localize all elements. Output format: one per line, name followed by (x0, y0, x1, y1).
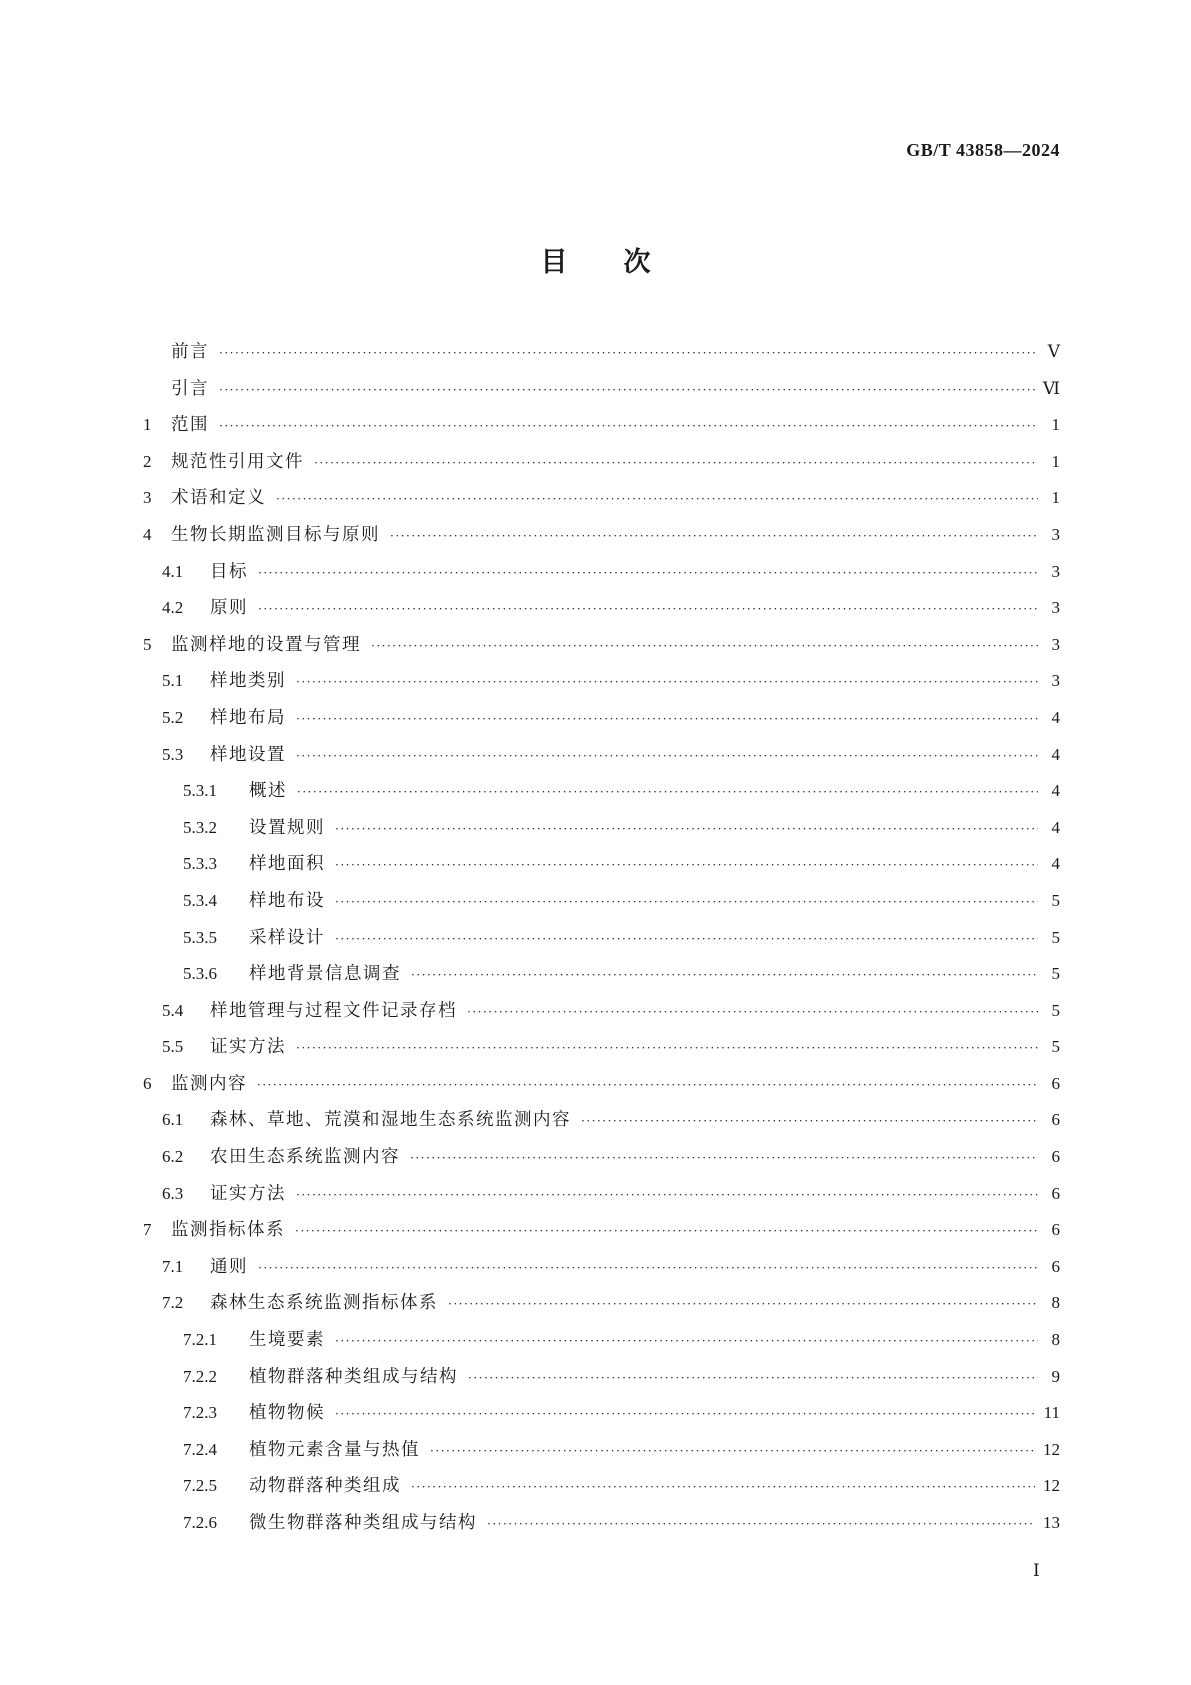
toc-entry-label: 微生物群落种类组成与结构 (249, 1513, 477, 1533)
toc-entry-label: 植物物候 (249, 1403, 325, 1424)
toc-entry-label: 生物长期监测目标与原则 (171, 524, 380, 545)
toc-entry-number: 7.2.4 (183, 1439, 217, 1459)
toc-dot-leader (411, 1480, 1035, 1494)
toc-entry-label: 监测样地的设置与管理 (171, 634, 361, 655)
toc-entry-label: 农田生态系统监测内容 (210, 1147, 400, 1168)
toc-entry-page: 4 (1051, 854, 1060, 874)
toc-entry-page: 1 (1051, 451, 1060, 471)
toc-entry-number: 6.2 (162, 1147, 184, 1167)
toc-dot-leader (581, 1114, 1038, 1128)
toc-entry[interactable] (143, 1180, 1060, 1217)
toc-dot-leader (371, 639, 1038, 653)
toc-entry[interactable] (143, 1143, 1060, 1180)
toc-entry-number: 5.3.4 (183, 890, 217, 910)
toc-entry[interactable] (143, 704, 1060, 741)
toc-entry-number: 6.1 (162, 1110, 184, 1130)
toc-entry-number: 2 (143, 451, 152, 471)
toc-entry[interactable] (143, 1399, 1060, 1436)
toc-entry-page: 4 (1051, 781, 1060, 801)
toc-entry-page: 12 (1043, 1476, 1060, 1496)
toc-entry-number: 7.2.3 (183, 1403, 217, 1423)
toc-entry-page: 4 (1051, 817, 1060, 837)
toc-entry-number: 7.2 (162, 1293, 184, 1313)
toc-entry-label: 动物群落种类组成 (249, 1476, 401, 1497)
toc-entry-page: 11 (1043, 1403, 1060, 1423)
toc-entry[interactable] (143, 1253, 1060, 1290)
toc-entry[interactable] (143, 484, 1060, 521)
toc-entry-label: 设置规则 (249, 817, 325, 838)
toc-entry-page: 6 (1051, 1220, 1060, 1240)
toc-dot-leader (430, 1444, 1035, 1458)
toc-entry-number: 7.2.1 (183, 1330, 217, 1350)
toc-entry-page: 5 (1051, 1000, 1060, 1020)
toc-dot-leader (468, 1371, 1038, 1385)
toc-dot-leader (335, 895, 1038, 909)
toc-dot-leader (258, 602, 1038, 616)
toc-entry-label: 证实方法 (210, 1037, 286, 1058)
page-title: 目次 (540, 247, 707, 278)
toc-entry-page: 12 (1043, 1439, 1060, 1459)
toc-entry-page: 6 (1051, 1110, 1060, 1130)
toc-entry-number: 5.3 (162, 744, 184, 764)
toc-entry-page: 3 (1051, 598, 1060, 618)
table-of-contents (143, 338, 1060, 1546)
toc-entry[interactable] (143, 1472, 1060, 1509)
toc-entry-page: 3 (1051, 634, 1060, 654)
toc-entry-number: 7.1 (162, 1256, 184, 1276)
toc-dot-leader (314, 456, 1038, 470)
toc-entry[interactable] (143, 594, 1060, 631)
toc-dot-leader (296, 749, 1038, 763)
toc-dot-leader (390, 529, 1038, 543)
toc-entry-page: 9 (1051, 1366, 1060, 1386)
toc-entry-number: 7.2.6 (183, 1513, 217, 1532)
toc-entry-label: 样地设置 (210, 744, 286, 765)
toc-entry[interactable] (143, 850, 1060, 887)
toc-dot-leader (297, 785, 1038, 799)
toc-entry-page: 8 (1051, 1330, 1060, 1350)
toc-entry-label: 样地布局 (210, 707, 286, 728)
toc-entry-number: 5 (143, 634, 152, 654)
toc-entry-number: 7 (143, 1220, 152, 1240)
toc-entry-page: 5 (1051, 927, 1060, 947)
toc-entry-label: 术语和定义 (171, 488, 266, 509)
toc-dot-leader (335, 932, 1038, 946)
toc-entry-label: 生境要素 (249, 1330, 325, 1351)
toc-entry-label: 通则 (210, 1256, 248, 1277)
toc-dot-leader (219, 419, 1038, 433)
toc-entry[interactable] (143, 1326, 1060, 1363)
toc-dot-leader (411, 968, 1038, 982)
toc-entry[interactable] (143, 1033, 1060, 1070)
toc-dot-leader (258, 1261, 1038, 1275)
toc-entry[interactable] (143, 1106, 1060, 1143)
toc-dot-leader (335, 1407, 1036, 1421)
toc-entry-page: 6 (1051, 1183, 1060, 1203)
toc-entry-label: 采样设计 (249, 927, 325, 948)
toc-entry[interactable] (143, 448, 1060, 485)
toc-entry-label: 原则 (210, 598, 248, 619)
toc-entry-label: 目标 (210, 561, 248, 582)
toc-entry-number: 6 (143, 1073, 152, 1093)
toc-dot-leader (487, 1517, 1035, 1531)
toc-entry[interactable] (143, 960, 1060, 997)
toc-entry-page: 3 (1051, 671, 1060, 691)
toc-entry[interactable] (143, 887, 1060, 924)
toc-entry-page: 6 (1051, 1256, 1060, 1276)
toc-entry-number: 6.3 (162, 1183, 184, 1203)
toc-entry-page: 4 (1051, 744, 1060, 764)
toc-dot-leader (296, 1041, 1038, 1055)
toc-entry-number: 3 (143, 488, 152, 508)
toc-entry[interactable] (143, 521, 1060, 558)
toc-dot-leader (410, 1151, 1038, 1165)
toc-entry[interactable] (143, 667, 1060, 704)
toc-entry-page: Ⅵ (1042, 378, 1060, 398)
toc-entry-label: 监测内容 (171, 1073, 247, 1094)
toc-entry-number: 4 (143, 524, 152, 544)
toc-entry[interactable] (143, 814, 1060, 851)
toc-dot-leader (467, 1005, 1038, 1019)
toc-entry[interactable] (143, 1216, 1060, 1253)
toc-entry-page: 5 (1051, 890, 1060, 910)
toc-entry-page: 13 (1043, 1513, 1060, 1532)
toc-dot-leader (219, 346, 1038, 360)
toc-entry[interactable] (143, 631, 1060, 668)
toc-entry-label: 样地面积 (249, 854, 325, 875)
toc-entry-label: 植物群落种类组成与结构 (249, 1366, 458, 1387)
toc-entry-page: 1 (1051, 415, 1060, 435)
toc-entry-page: 3 (1051, 561, 1060, 581)
toc-dot-leader (448, 1297, 1038, 1311)
toc-entry-label: 证实方法 (210, 1183, 286, 1204)
toc-dot-leader (296, 1188, 1038, 1202)
toc-entry[interactable] (143, 1363, 1060, 1400)
toc-entry-label: 森林生态系统监测指标体系 (210, 1293, 438, 1314)
toc-entry-page: 5 (1051, 1037, 1060, 1057)
toc-entry-label: 范围 (171, 415, 209, 436)
toc-entry-number: 4.2 (162, 598, 184, 618)
toc-entry-label: 引言 (171, 378, 209, 399)
toc-entry-number: 1 (143, 415, 152, 435)
toc-entry[interactable] (143, 1070, 1060, 1107)
toc-entry[interactable] (143, 338, 1060, 375)
toc-entry-number: 5.4 (162, 1000, 184, 1020)
toc-entry-page: 8 (1051, 1293, 1060, 1313)
toc-entry-number: 5.3.6 (183, 964, 217, 984)
toc-entry-page: 6 (1051, 1073, 1060, 1093)
toc-entry-page: 6 (1051, 1147, 1060, 1167)
toc-entry-number: 5.3.1 (183, 781, 217, 801)
toc-dot-leader (258, 566, 1038, 580)
page-number: Ⅰ (1033, 1561, 1040, 1580)
toc-entry-label: 样地布设 (249, 890, 325, 911)
toc-entry[interactable] (143, 375, 1060, 412)
toc-dot-leader (335, 822, 1038, 836)
toc-entry[interactable] (143, 558, 1060, 595)
toc-entry-label: 概述 (249, 781, 287, 802)
toc-entry-label: 监测指标体系 (171, 1220, 285, 1241)
toc-entry-label: 样地管理与过程文件记录存档 (210, 1000, 457, 1021)
toc-dot-leader (276, 492, 1038, 506)
toc-dot-leader (219, 383, 1035, 397)
toc-entry-number: 4.1 (162, 561, 184, 581)
toc-entry-number: 5.5 (162, 1037, 184, 1057)
toc-entry[interactable] (143, 777, 1060, 814)
toc-entry-label: 规范性引用文件 (171, 451, 304, 472)
toc-entry-label: 样地类别 (210, 671, 286, 692)
toc-entry-number: 5.1 (162, 671, 184, 691)
toc-dot-leader (335, 858, 1038, 872)
toc-entry[interactable] (143, 1289, 1060, 1326)
toc-entry[interactable] (143, 1509, 1060, 1546)
toc-dot-leader (296, 712, 1038, 726)
toc-entry-page: 5 (1051, 964, 1060, 984)
toc-dot-leader (335, 1334, 1038, 1348)
toc-entry-number: 5.3.2 (183, 817, 217, 837)
toc-entry[interactable] (143, 1436, 1060, 1473)
toc-entry-number: 7.2.2 (183, 1366, 217, 1386)
toc-entry-number: 7.2.5 (183, 1476, 217, 1496)
toc-entry-label: 森林、草地、荒漠和湿地生态系统监测内容 (210, 1110, 571, 1131)
toc-entry-number: 5.3.3 (183, 854, 217, 874)
toc-entry-label: 样地背景信息调查 (249, 964, 401, 985)
toc-entry[interactable] (143, 411, 1060, 448)
toc-entry-label: 前言 (171, 342, 209, 362)
toc-entry-page: Ⅴ (1047, 342, 1060, 361)
toc-entry-number: 5.3.5 (183, 927, 217, 947)
toc-entry[interactable] (143, 997, 1060, 1034)
toc-dot-leader (296, 675, 1038, 689)
toc-entry[interactable] (143, 924, 1060, 961)
toc-entry-label: 植物元素含量与热值 (249, 1439, 420, 1460)
toc-entry-page: 4 (1051, 707, 1060, 727)
toc-entry-number: 5.2 (162, 707, 184, 727)
standard-code: GB/T 43858—2024 (906, 140, 1060, 160)
toc-dot-leader (257, 1078, 1038, 1092)
toc-dot-leader (295, 1224, 1038, 1238)
toc-entry[interactable] (143, 741, 1060, 778)
toc-entry-page: 3 (1051, 524, 1060, 544)
toc-entry-page: 1 (1051, 488, 1060, 508)
